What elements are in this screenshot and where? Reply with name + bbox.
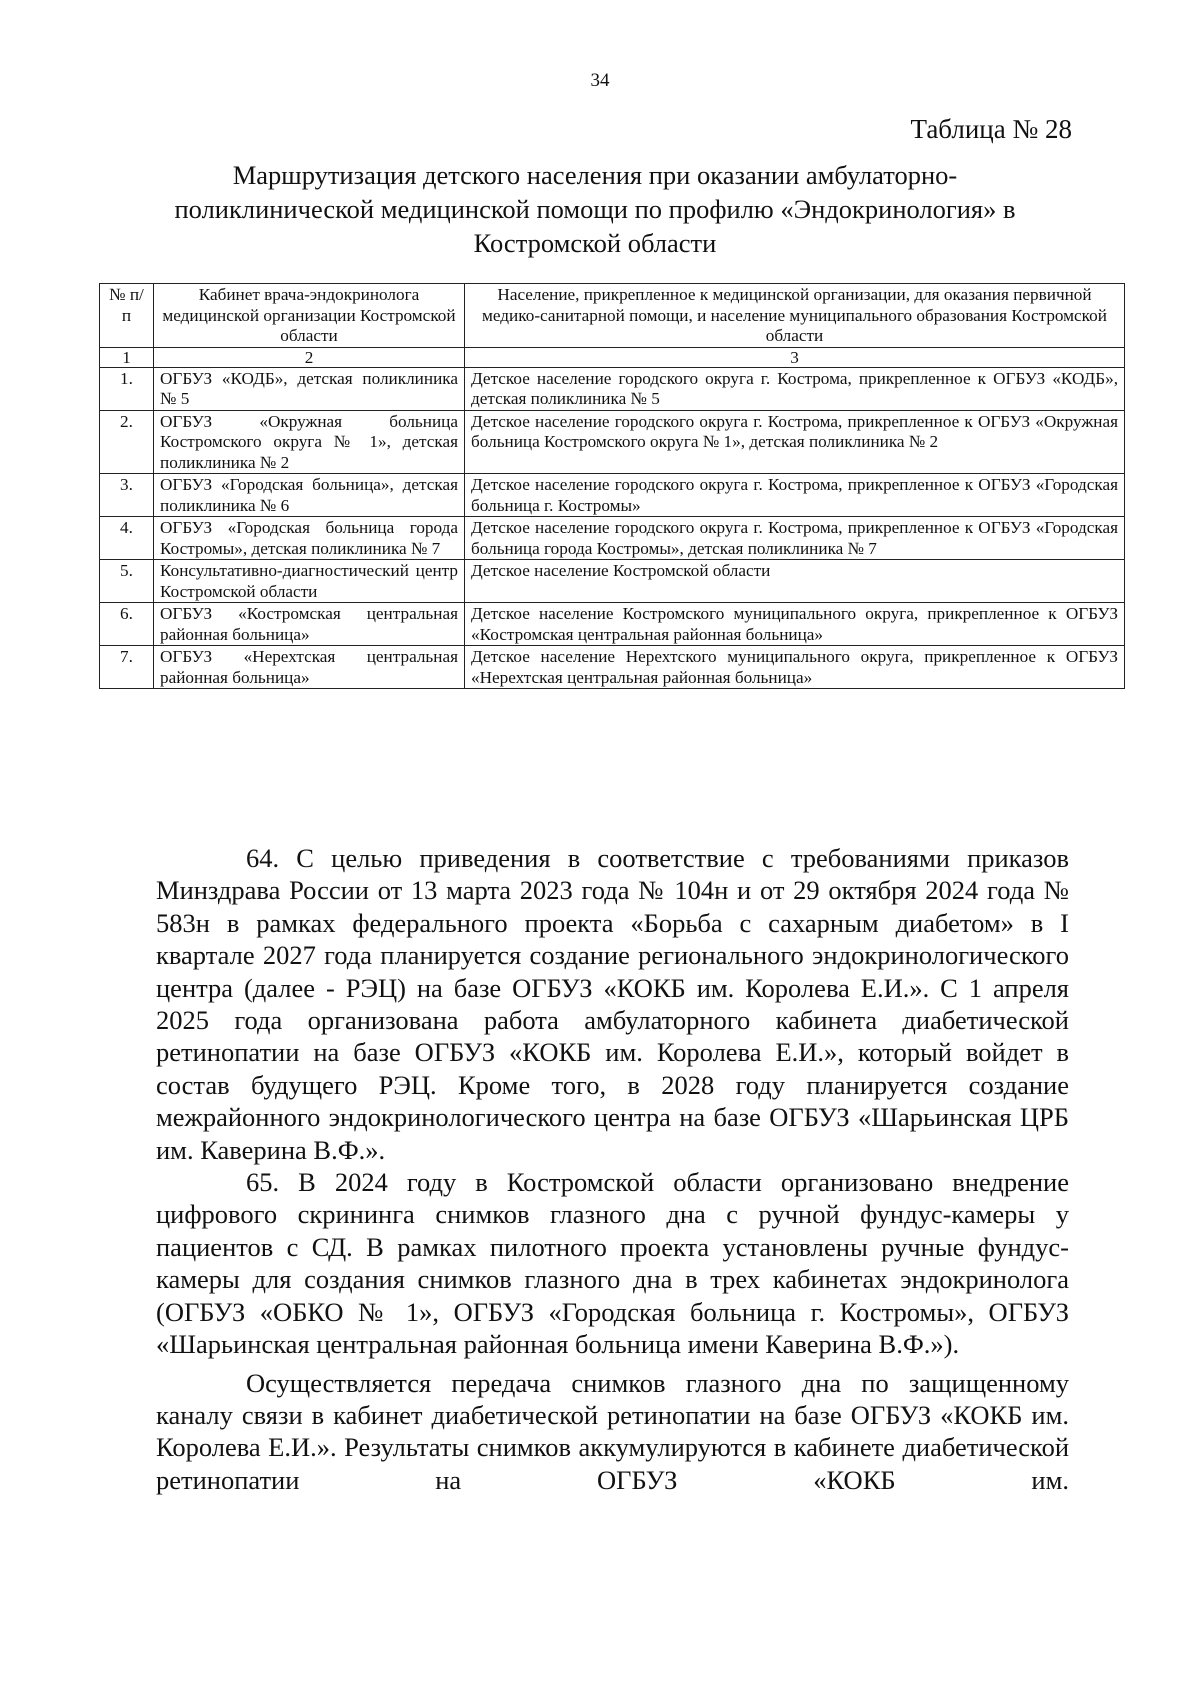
paragraph-image-transfer: Осуществляется передача снимков глазного дна по защищенному каналу связи в кабинет диабетической ретинопатии на базе ОГБУЗ «КОКБ им. Королева Е.И.». Результаты снимков аккумулируются в кабинете диабетической ретинопатии на ОГБУЗ «КОКБ им. — [156, 1367, 1069, 1495]
routing-table — [99, 283, 1125, 689]
population-cell: Детское население городского округа г. Кострома, прикрепленное к ОГБУЗ «Окружная больница Костромского округа № 1», детская поликлиника № 2 — [465, 410, 1125, 474]
table-row — [100, 603, 1125, 646]
population-cell: Детское население городского округа г. Кострома, прикрепленное к ОГБУЗ «Городская больница города Костромы», детская поликлиника № 7 — [465, 517, 1125, 560]
population-cell: Детское население Нерехтского муниципального округа, прикрепленное к ОГБУЗ «Нерехтская центральная районная больница» — [465, 646, 1125, 689]
header-population: Население, прикрепленное к медицинской организации, для оказания первичной медико-санитарной помощи, и население муниципального образования Костромской области — [465, 284, 1125, 348]
table-caption: Таблица № 28 — [910, 114, 1072, 144]
population-cell: Детское население Костромского муниципального округа, прикрепленное к ОГБУЗ «Костромская центральная районная больница» — [465, 603, 1125, 646]
header-office: Кабинет врача-эндокринолога медицинской организации Костромской области — [154, 284, 465, 348]
row-number: 2. — [100, 410, 154, 474]
table-row — [100, 474, 1125, 517]
paragraph-65: 65. В 2024 году в Костромской области организовано внедрение цифрового скрининга снимков глазного дна с ручной фундус-камеры у пациентов с СД. В рамках пилотного проекта установлены ручные фундус-камеры для создания снимков глазного дна в трех кабинетах эндокринолога (ОГБУЗ «ОБКО № 1», ОГБУЗ «Городская больница г. Костромы», ОГБУЗ «Шарьинская центральная районная больница имени Каверина В.Ф.»). — [156, 1167, 1069, 1360]
population-cell: Детское население городского округа г. Кострома, прикрепленное к ОГБУЗ «Городская больница г. Костромы» — [465, 474, 1125, 517]
office-cell: Консультативно-диагностический центр Костромской области — [154, 560, 465, 603]
row-number: 4. — [100, 517, 154, 560]
column-number: 3 — [465, 347, 1125, 367]
table-header-row — [100, 284, 1125, 348]
column-number: 1 — [100, 347, 154, 367]
table-row — [100, 517, 1125, 560]
table-row — [100, 560, 1125, 603]
population-cell: Детское население городского округа г. Кострома, прикрепленное к ОГБУЗ «КОДБ», детская поликлиника № 5 — [465, 367, 1125, 410]
row-number: 5. — [100, 560, 154, 603]
column-number-row — [100, 347, 1125, 367]
paragraph-64: 64. С целью приведения в соответствие с требованиями приказов Минздрава России от 13 марта 2023 года № 104н и от 29 октября 2024 года № 583н в рамках федерального проекта «Борьба с сахарным диабетом» в I квартале 2027 года планируется создание регионального эндокринологического центра (далее - РЭЦ) на базе ОГБУЗ «КОКБ им. Королева Е.И.». С 1 апреля 2025 года организована работа амбулаторного кабинета диабетической ретинопатии на базе ОГБУЗ «КОКБ им. Королева Е.И.», который войдет в состав будущего РЭЦ. Кроме того, в 2028 году планируется создание межрайонного эндокринологического центра на базе ОГБУЗ «Шарьинская ЦРБ им. Каверина В.Ф.». — [156, 843, 1069, 1165]
table-row — [100, 646, 1125, 689]
office-cell: ОГБУЗ «Городская больница города Костромы», детская поликлиника № 7 — [154, 517, 465, 560]
office-cell: ОГБУЗ «Окружная больница Костромского округа № 1», детская поликлиника № 2 — [154, 410, 465, 474]
header-number: № п/п — [100, 284, 154, 348]
table-title: Маршрутизация детского населения при оказании амбулаторно-поликлинической медицинской помощи по профилю «Эндокринология» в Костромской области — [174, 160, 1016, 258]
column-number: 2 — [154, 347, 465, 367]
row-number: 1. — [100, 367, 154, 410]
office-cell: ОГБУЗ «Нерехтская центральная районная больница» — [154, 646, 465, 689]
row-number: 7. — [100, 646, 154, 689]
office-cell: ОГБУЗ «Костромская центральная районная больница» — [154, 603, 465, 646]
page-number: 34 — [590, 70, 610, 91]
table-row — [100, 367, 1125, 410]
office-cell: ОГБУЗ «КОДБ», детская поликлиника № 5 — [154, 367, 465, 410]
body-text — [156, 842, 1069, 1496]
table-row — [100, 410, 1125, 474]
row-number: 3. — [100, 474, 154, 517]
office-cell: ОГБУЗ «Городская больница», детская поликлиника № 6 — [154, 474, 465, 517]
row-number: 6. — [100, 603, 154, 646]
population-cell: Детское население Костромской области — [465, 560, 1125, 603]
